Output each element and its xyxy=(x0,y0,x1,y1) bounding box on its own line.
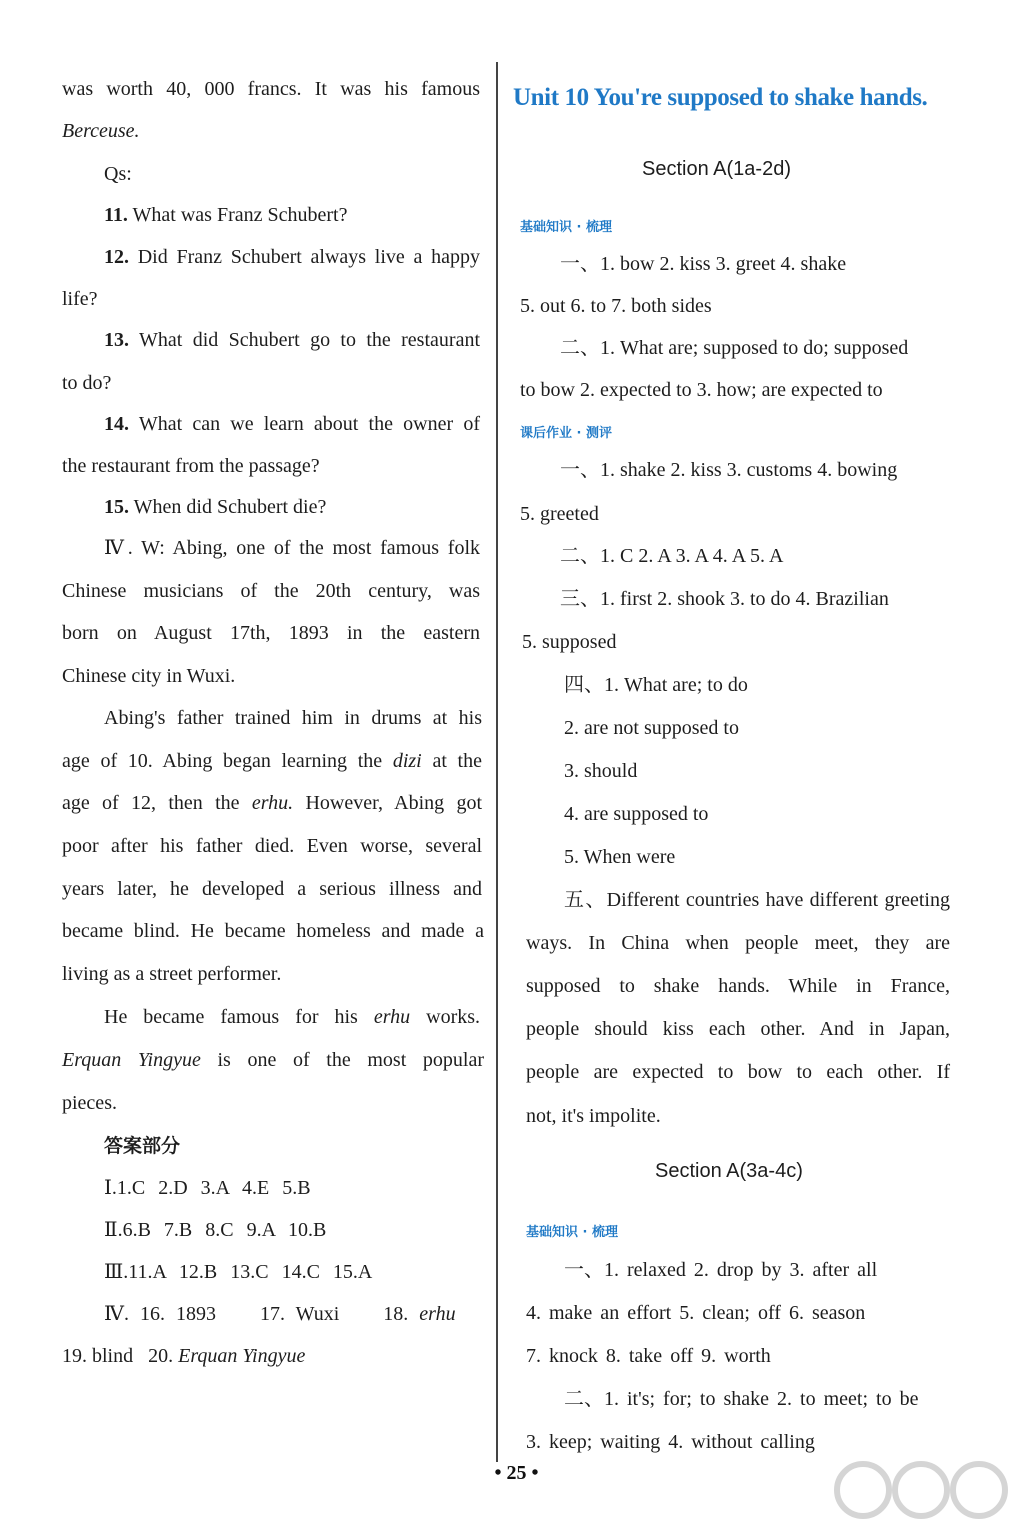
question-11: 11. What was Franz Schubert? xyxy=(104,204,348,226)
answer-line: 5. out 6. to 7. both sides xyxy=(520,295,712,317)
watermark-logo xyxy=(833,1450,1013,1530)
answer-line: 5. When were xyxy=(564,846,676,868)
answer-line: 二、1. it's; for; to shake 2. to meet; to be xyxy=(564,1388,919,1410)
answer-line: 一、1. relaxed 2. drop by 3. after all xyxy=(564,1259,878,1281)
section-heading: Section A(3a-4c) xyxy=(655,1160,803,1182)
text-line: born on August 17th, 1893 in the eastern xyxy=(62,622,480,644)
text-line: became blind. He became homeless and made a xyxy=(62,920,484,942)
answer-line: 19. blind 20. Erquan Yingyue xyxy=(62,1345,306,1367)
answer-line: 3. should xyxy=(564,760,638,782)
answer-line: Ⅲ.11.A 12.B 13.C 14.C 15.A xyxy=(104,1261,373,1283)
answer-line: 5. greeted xyxy=(520,503,599,525)
text-line: age of 10. Abing began learning the dizi at the xyxy=(62,750,482,772)
answer-line: Ⅳ. 16. 1893 17. Wuxi 18. erhu xyxy=(104,1303,456,1325)
answer-line: 三、1. first 2. shook 3. to do 4. Brazilian xyxy=(560,588,889,610)
text-line: supposed to shake hands. While in France, xyxy=(526,975,950,997)
question-13: 13. What did Schubert go to the restaurant xyxy=(104,329,480,351)
section-tag: 课后作业 · 测评 xyxy=(520,426,612,441)
answer-line: 一、1. shake 2. kiss 3. customs 4. bowing xyxy=(560,459,898,481)
section-tag: 基础知识 · 梳理 xyxy=(526,1225,618,1240)
text-line: Chinese city in Wuxi. xyxy=(62,665,236,687)
text-line: not, it's impolite. xyxy=(526,1105,661,1127)
answer-line: 5. supposed xyxy=(522,631,617,653)
question-12: 12. Did Franz Schubert always live a happy xyxy=(104,246,480,268)
text-line: people are expected to bow to each other. If xyxy=(526,1061,950,1083)
column-divider xyxy=(496,62,498,1462)
answer-line: 7. knock 8. take off 9. worth xyxy=(526,1345,771,1367)
text-line: life? xyxy=(62,288,98,310)
answer-line: Ⅱ.6.B 7.B 8.C 9.A 10.B xyxy=(104,1219,327,1241)
unit-title: Unit 10 You're supposed to shake hands. xyxy=(513,84,928,111)
text-line: Abing's father trained him in drums at his xyxy=(104,707,482,729)
answer-line: 二、1. C 2. A 3. A 4. A 5. A xyxy=(560,545,784,567)
question-14: 14. What can we learn about the owner of xyxy=(104,413,480,435)
answer-line: 4. make an effort 5. clean; off 6. season xyxy=(526,1302,866,1324)
text-line: to do? xyxy=(62,372,112,394)
text-line: Ⅳ. W: Abing, one of the most famous folk xyxy=(104,537,480,559)
text-line: years later, he developed a serious illness and xyxy=(62,878,482,900)
text-line: Berceuse. xyxy=(62,120,140,142)
answer-line: 二、1. What are; supposed to do; supposed xyxy=(560,337,909,359)
answer-line: Ⅰ.1.C 2.D 3.A 4.E 5.B xyxy=(104,1177,311,1199)
answers-heading: 答案部分 xyxy=(104,1135,181,1157)
answer-line: 3. keep; waiting 4. without calling xyxy=(526,1431,815,1453)
answer-line: 4. are supposed to xyxy=(564,803,709,825)
text-line: ways. In China when people meet, they are xyxy=(526,932,950,954)
answer-line: 一、1. bow 2. kiss 3. greet 4. shake xyxy=(560,253,847,275)
qs-label: Qs: xyxy=(104,163,132,185)
text-line: He became famous for his erhu works. xyxy=(104,1006,481,1028)
page-number: • 25 • xyxy=(494,1462,539,1484)
text-line: people should kiss each other. And in Japan, xyxy=(526,1018,950,1040)
text-line: age of 12, then the erhu. However, Abing got xyxy=(62,792,483,814)
text-line: was worth 40, 000 francs. It was his famous xyxy=(62,78,480,100)
question-15: 15. When did Schubert die? xyxy=(104,496,327,518)
text-line: the restaurant from the passage? xyxy=(62,455,320,477)
answer-line: to bow 2. expected to 3. how; are expected to xyxy=(520,379,883,401)
text-line: Erquan Yingyue is one of the most popular xyxy=(62,1049,484,1071)
text-line: pieces. xyxy=(62,1092,117,1114)
text-line: living as a street performer. xyxy=(62,963,282,985)
answer-line: 四、1. What are; to do xyxy=(564,674,748,696)
section-tag: 基础知识 · 梳理 xyxy=(520,220,612,235)
text-line: poor after his father died. Even worse, several xyxy=(62,835,482,857)
text-line: Chinese musicians of the 20th century, was xyxy=(62,580,480,602)
section-heading: Section A(1a-2d) xyxy=(642,158,791,180)
answer-line: 2. are not supposed to xyxy=(564,717,739,739)
text-line: 五、Different countries have different greeting xyxy=(564,889,950,911)
